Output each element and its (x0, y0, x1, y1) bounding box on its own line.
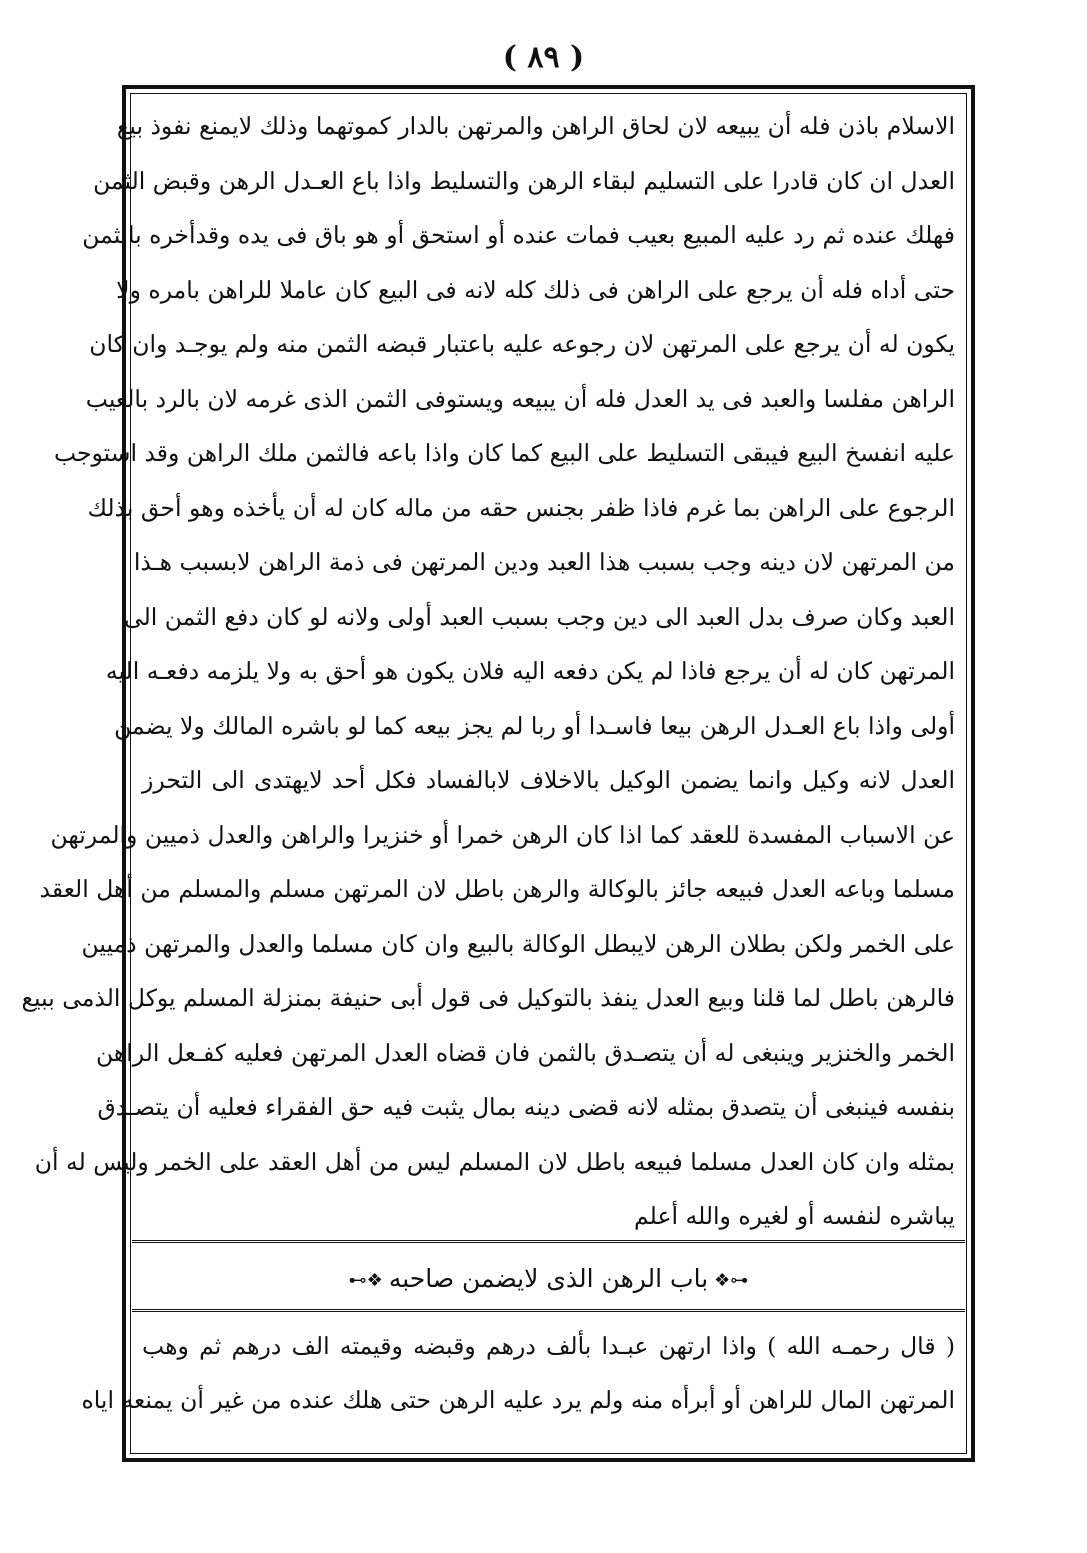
body-line: الرجوع على الراهن بما غرم فاذا ظفر بجنس حقه من ماله كان له أن يأخذه وهو أحق بذلك (87, 493, 955, 522)
body-line: العدل ان كان قادرا على التسليم لبقاء الرهن والتسليط واذا باع العـدل الرهن وقبض الثمن (93, 166, 955, 195)
body-line: أولى واذا باع العـدل الرهن بيعا فاسـدا أو ربا لم يجز بيعه كما لو باشره المالك ولا يضمن (114, 711, 955, 740)
body-line: العبد وكان صرف بدل العبد الى دين وجب بسبب العبد أولى ولانه لو كان دفع الثمن الى (123, 602, 955, 631)
body-line: من المرتهن لان دينه وجب بسبب هذا العبد ودين المرتهن فى ذمة الراهن لابسبب هـذا (133, 548, 955, 576)
page-frame (21, 85, 975, 1462)
commentary-line: ( قال رحمـه الله ) واذا ارتهن عبـدا بألف درهم وقبضه وقيمته الف درهم ثم وهب (142, 1332, 955, 1360)
body-line: عن الاسباب المفسدة للعقد كما اذا كان الرهن خمرا أو خنزيرا والراهن والعدل ذميين والمرتهن (50, 820, 955, 849)
body-line: حتى أداه فله أن يرجع على الراهن فى ذلك كله لانه فى البيع كان عاملا للراهن بامره ولا (116, 275, 955, 304)
body-line: الخمر والخنزير وينبغى له أن يتصـدق بالثمن فان قضاه العدل المرتهن فعليه كفـعل الراهن (95, 1038, 955, 1067)
body-text (21, 99, 955, 1244)
heading-rule-top (132, 1240, 965, 1243)
commentary-line: المرتهن المال للراهن أو أبرأه منه ولم يرد عليه الرهن حتى هلك عنده من غير أن يمنعه اياه (81, 1386, 955, 1414)
body-line: العدل لانه وكيل وانما يضمن الوكيل بالاخلاف لابالفساد فكل أحد لايهتدى الى التحرز (142, 766, 955, 794)
body-line: بنفسه فينبغى أن يتصدق بمثله لانه قضى دينه بمال يثبت فيه حق الفقراء فعليه أن يتصـدق (97, 1093, 955, 1121)
body-line: بمثله وان كان العدل مسلما فبيعه باطل لان المسلم ليس من أهل العقد على الخمر وليس له أن (34, 1147, 955, 1176)
body-line: يباشره لنفسه أو لغيره والله أعلم (634, 1202, 955, 1230)
page-number: ( ٨٩ ) (502, 40, 585, 75)
body-line: المرتهن كان له أن يرجع فاذا لم يكن دفعه اليه فلان يكون هو أحق به ولا يلزمه دفعـه اليه (105, 657, 955, 685)
body-line: الاسلام باذن فله أن يبيعه لان لحاق الراهن والمرتهن بالدار كموتهما وذلك لايمنع نفوذ بيع (116, 112, 955, 140)
body-line: فهلك عنده ثم رد عليه المبيع بعيب فمات عنده أو استحق أو هو باق فى يده وقدأخره بالثمن (82, 221, 955, 249)
body-line: عليه انفسخ البيع فيبقى التسليط على البيع كما كان واذا باعه فالثمن ملك الراهن وقد استوجب (53, 439, 955, 467)
chapter-heading-text: باب الرهن الذى لايضمن صاحبه (388, 1264, 709, 1293)
chapter-heading (126, 1257, 971, 1301)
ornament-flourish-icon: ⊷❖ (714, 1269, 749, 1291)
body-line: فالرهن باطل لما قلنا وبيع العدل ينفذ بالتوكيل فى قول أبى حنيفة بمنزلة المسلم يوكل الذمى ببيع (21, 984, 955, 1012)
body-line: يكون له أن يرجع على المرتهن لان رجوعه عليه باعتبار قبضه الثمن منه ولم يوجـد وان كان (89, 330, 955, 358)
heading-rule-bottom (132, 1309, 965, 1312)
commentary-text (81, 1319, 955, 1427)
body-line: على الخمر ولكن بطلان الرهن لايبطل الوكالة بالبيع وان كان مسلما والعدل والمرتهن ذميين (81, 929, 955, 958)
ornament-flourish-icon: ❖⊶ (348, 1269, 383, 1291)
body-line: الراهن مفلسا والعبد فى يد العدل فله أن يبيعه ويستوفى الثمن الذى غرمه لان بالرد بالعيب (85, 384, 955, 413)
body-line: مسلما وباعه العدل فبيعه جائز بالوكالة والرهن باطل لان المرتهن مسلم والمسلم من أهل العقد (39, 875, 955, 903)
